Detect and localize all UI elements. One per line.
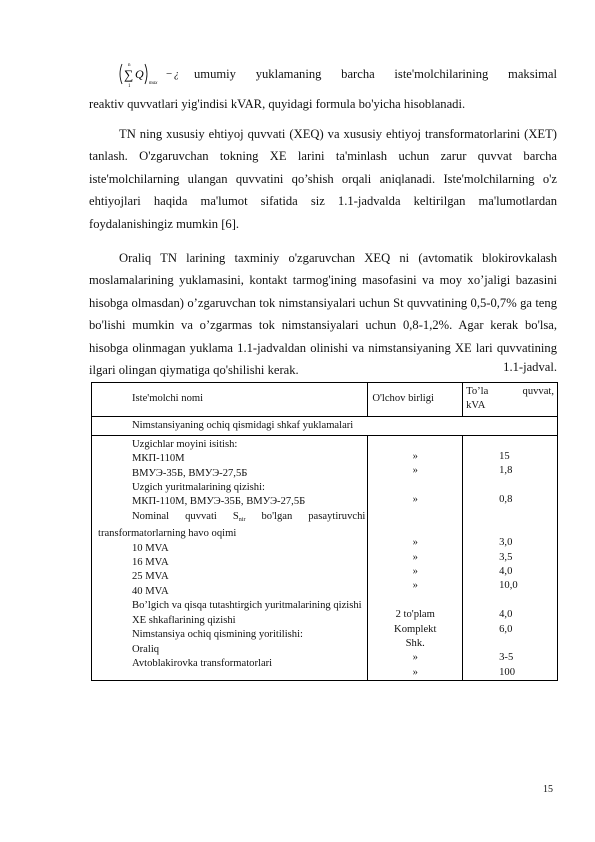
unit-value: »	[412, 565, 418, 577]
unit-value: »	[412, 493, 418, 505]
table-header-row	[92, 383, 558, 417]
power-value: 1,8	[499, 465, 513, 477]
unit-value: 2 to'plam	[395, 609, 435, 621]
q-subscript: max	[149, 81, 158, 86]
unit-value: »	[412, 450, 418, 462]
header-power	[463, 383, 558, 417]
unit-value: »	[412, 465, 418, 477]
formula-dash: −	[166, 68, 173, 80]
unit-value: »	[412, 537, 418, 549]
items-cell	[92, 435, 368, 680]
list-item: 10 MVA	[132, 542, 169, 554]
list-item: XE shkaflarining qizishi	[132, 614, 236, 626]
paragraph-2: TN ning xususiy ehtiyoj quvvati (XEQ) va xususiy ehtiyoj transformatorlarini (XET) tanlash. O'zgaruvchan tokning XE larini ta'minlash uchun zarur quvvat barcha iste'molchilarning ulangan quvvatini qo’shish orqali aniqlanadi. Iste'molchilarning o'z ehtiyojlari haqida ma'lumot sifatida siz 1.1-jadvalda keltirilgan ma'lumotlardan foydalanishingiz mumkin [6].	[89, 127, 557, 231]
values-cell	[463, 435, 558, 680]
list-item: 25 MVA	[132, 571, 169, 583]
q-symbol: Q	[135, 67, 144, 81]
list-item-boljich: Bo’lgich va qisqa tutashtirgich yuritmalarining qizishi	[132, 600, 362, 612]
list-item: ВМУЭ-35Б, ВМУЭ-27,5Б	[132, 467, 248, 479]
list-item: 40 MVA	[132, 585, 169, 597]
list-item: 16 MVA	[132, 557, 169, 569]
table-section-row	[92, 416, 558, 435]
table-body-row	[92, 435, 558, 680]
paragraph-1-continuation: reaktiv quvvatlari yig'indisi kVAR, quyidagi formula bo'yicha hisoblanadi.	[89, 97, 466, 111]
header-power-b: quvvat,	[522, 386, 554, 397]
list-item: МКП-110М	[132, 453, 185, 465]
list-item: МКП-110М, ВМУЭ-35Б, ВМУЭ-27,5Б	[132, 496, 306, 508]
power-value: 3-5	[499, 652, 514, 664]
unit-value: Komplekt	[394, 623, 437, 635]
unit-value: »	[412, 580, 418, 592]
paragraph-3: Oraliq TN larining taxminiy o'zgaruvchan XEQ ni (avtomatik blokirovkalash moslamalarining yuklamasini, kontakt tarmog'ining masofasini va moy xo’jaligi bazasini hisobga olmasdan) o’zgaruvchan tok nimstansiyalari uchun St quvvatining 0,5-0,7% ga teng bo'lishi mumkin va o’zgarmas tok nimstansiyalari uchun 0,8-1,2%. Agar kerak bo'lsa, hisobga olinmagan yuklama 1.1-jadvaldan olinishi va nimstansiyaning XE lari quvvatining ilgari olingan qiymatiga qo'shilishi kerak.	[89, 251, 557, 378]
unit-value: »	[412, 652, 418, 664]
power-value: 0,8	[499, 493, 513, 505]
formula-line	[118, 62, 557, 89]
list-item-nominal: Nominal quvvati $S_{nir}$ bo'lgan pasaytiruvchi transformatorlarning havo oqimi	[98, 510, 366, 540]
units-cell	[368, 435, 463, 680]
sigma-sign: ∑	[124, 67, 134, 82]
list-item: Uzgich yuritmalarining qizishi:	[132, 482, 265, 494]
header-power-a: To’la	[466, 386, 489, 397]
power-value: 6,0	[499, 623, 513, 635]
list-item: Uzgichlar moyini isitish:	[132, 438, 238, 450]
header-unit: O'lchov birligi	[368, 383, 463, 417]
power-value: 100	[499, 666, 516, 678]
list-item: Oraliq	[132, 643, 160, 655]
section-title: Nimstansiyaning ochiq qismidagi shkaf yuklamalari	[92, 416, 558, 435]
sigma-top: n	[128, 63, 131, 68]
power-value: 3,0	[499, 537, 513, 549]
unit-value: »	[412, 666, 418, 678]
header-name: Iste'molchi nomi	[92, 383, 368, 417]
header-power-c: kVA	[466, 400, 486, 412]
table-caption: 1.1-jadval.	[503, 360, 557, 374]
unit-value: »	[412, 551, 418, 563]
sum-formula	[118, 62, 184, 90]
power-value: 3,5	[499, 551, 513, 563]
formula-tail: ¿	[174, 69, 179, 80]
power-value: 15	[499, 450, 510, 462]
unit-value: Shk.	[405, 637, 425, 649]
page-number: 15	[543, 784, 553, 795]
formula-description: umumiy yuklamaning barcha iste'molchilarining maksimal	[194, 67, 557, 81]
consumers-table	[91, 382, 558, 681]
power-value: 4,0	[499, 609, 513, 621]
list-item: Nimstansiya ochiq qismining yoritilishi:	[132, 629, 303, 641]
power-value: 10,0	[499, 580, 518, 592]
power-value: 4,0	[499, 565, 513, 577]
sigma-bottom: 1	[128, 84, 131, 89]
list-item: Avtoblakirovka transformatorlari	[132, 657, 273, 669]
